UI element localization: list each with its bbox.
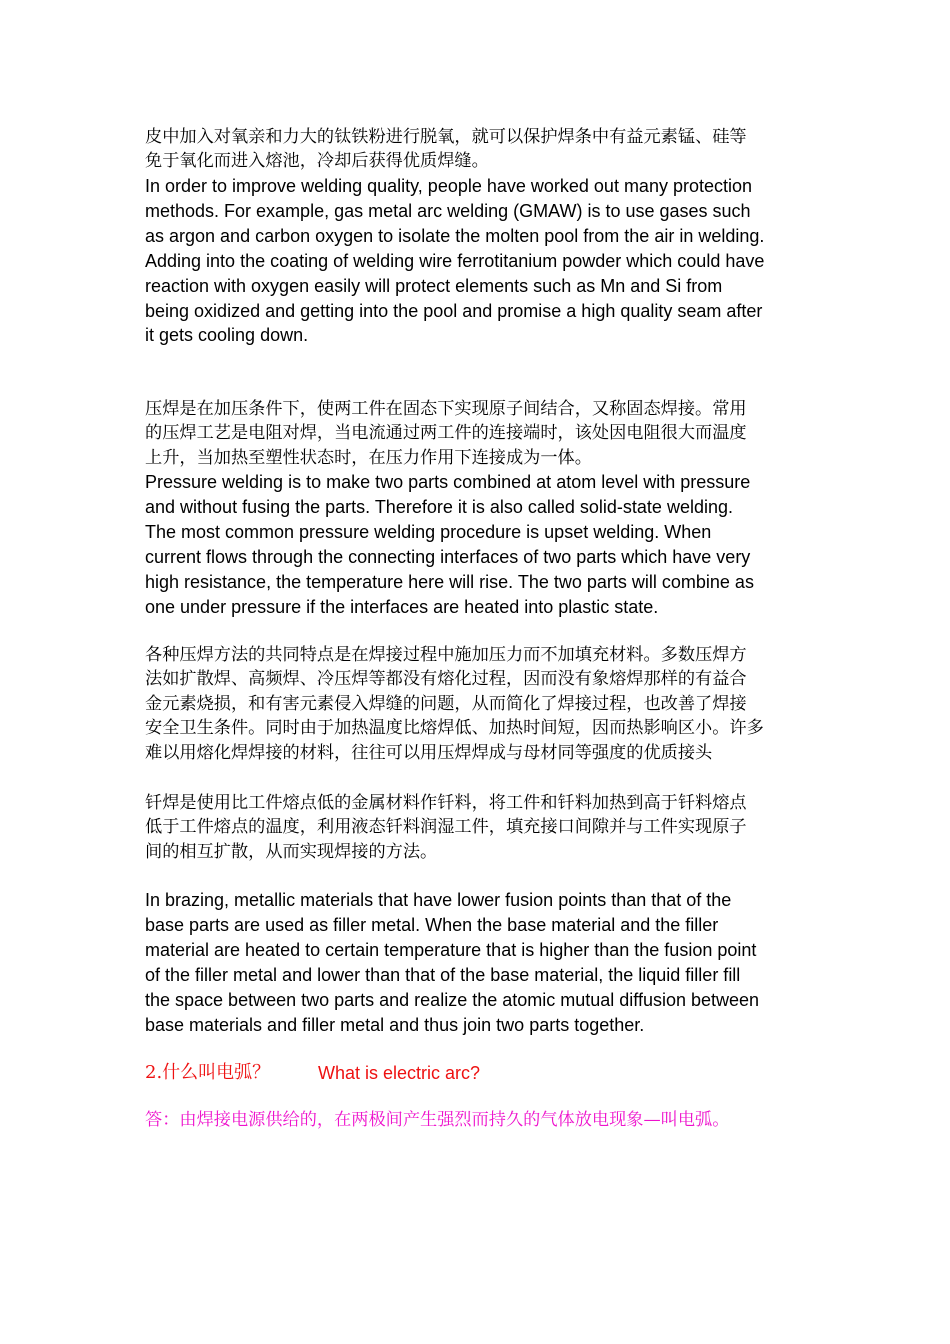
text-line: 金元素烧损，和有害元素侵入焊缝的问题，从而简化了焊接过程，也改善了焊接 bbox=[145, 693, 747, 714]
question-cn: 2.什么叫电弧？ bbox=[145, 1062, 271, 1083]
text-line: it gets cooling down. bbox=[145, 325, 309, 346]
text-line: one under pressure if the interfaces are heated into plastic state. bbox=[145, 596, 659, 617]
text-line: 各种压焊方法的共同特点是在焊接过程中施加压力而不加填充材料。多数压焊方 bbox=[145, 645, 747, 665]
paragraph-en-protection-methods bbox=[145, 174, 810, 348]
text-line: current flows through the connecting interfaces of two parts which have very bbox=[145, 546, 751, 567]
text-line: Pressure welding is to make two parts combined at atom level with pressure bbox=[145, 472, 751, 492]
text-line: 免于氧化而进入熔池，冷却后获得优质焊缝。 bbox=[145, 151, 489, 172]
question-en: What is electric arc? bbox=[318, 1063, 481, 1083]
text-line: being oxidized and getting into the pool and promise a high quality seam after bbox=[145, 300, 763, 321]
text-line: 的压焊工艺是电阻对焊，当电流通过两工件的连接端时，该处因电阻很大而温度 bbox=[145, 423, 747, 444]
text-line: 法如扩散焊、高频焊、冷压焊等都没有熔化过程，因而没有象熔焊那样的有益合 bbox=[145, 669, 747, 690]
paragraph-cn-pressure-features bbox=[145, 643, 810, 765]
text-line: In order to improve welding quality, people have worked out many protection bbox=[145, 176, 753, 196]
text-line: 钎焊是使用比工件熔点低的金属材料作钎料，将工件和钎料加热到高于钎料熔点 bbox=[145, 793, 747, 813]
answer-text: 答：由焊接电源供给的，在两极间产生强烈而持久的气体放电现象—叫电弧。 bbox=[145, 1110, 730, 1130]
paragraph-en-pressure-welding bbox=[145, 470, 810, 619]
text-line: the space between two parts and realize the atomic mutual diffusion between bbox=[145, 989, 760, 1010]
text-line: 压焊是在加压条件下，使两工件在固态下实现原子间结合，又称固态焊接。常用 bbox=[145, 399, 747, 419]
paragraph-en-brazing bbox=[145, 888, 810, 1037]
text-line: Adding into the coating of welding wire ferrotitanium powder which could have bbox=[145, 250, 765, 271]
text-line: of the filler metal and lower than that of the base material, the liquid filler fill bbox=[145, 964, 741, 985]
text-line: as argon and carbon oxygen to isolate the molten pool from the air in welding. bbox=[145, 225, 765, 246]
text-line: 低于工件熔点的温度，利用液态钎料润湿工件，填充接口间隙并与工件实现原子 bbox=[145, 817, 747, 838]
paragraph-cn-deoxidation bbox=[145, 125, 810, 174]
text-line: methods. For example, gas metal arc welding (GMAW) is to use gases such bbox=[145, 200, 751, 221]
paragraph-cn-brazing bbox=[145, 791, 810, 864]
paragraph-cn-pressure-welding bbox=[145, 397, 810, 470]
text-line: base materials and filler metal and thus join two parts together. bbox=[145, 1014, 645, 1035]
text-line: 皮中加入对氧亲和力大的钛铁粉进行脱氧，就可以保护焊条中有益元素锰、硅等 bbox=[145, 127, 747, 147]
text-line: The most common pressure welding procedure is upset welding. When bbox=[145, 521, 712, 542]
text-line: material are heated to certain temperature that is higher than the fusion point bbox=[145, 939, 757, 960]
text-line: 安全卫生条件。同时由于加热温度比熔焊低、加热时间短，因而热影响区小。许多 bbox=[145, 718, 764, 739]
text-line: base parts are used as filler metal. When the base material and the filler bbox=[145, 914, 719, 935]
text-line: In brazing, metallic materials that have lower fusion points than that of the bbox=[145, 890, 732, 910]
text-line: 间的相互扩散，从而实现焊接的方法。 bbox=[145, 841, 438, 862]
text-line: high resistance, the temperature here will rise. The two parts will combine as bbox=[145, 571, 754, 592]
question-heading bbox=[145, 1061, 810, 1087]
text-line: 上升，当加热至塑性状态时，在压力作用下连接成为一体。 bbox=[145, 447, 592, 468]
text-line: 难以用熔化焊焊接的材料，往往可以用压焊焊成与母材同等强度的优质接头 bbox=[145, 742, 713, 763]
text-line: and without fusing the parts. Therefore it is also called solid-state welding. bbox=[145, 496, 733, 517]
text-line: reaction with oxygen easily will protect elements such as Mn and Si from bbox=[145, 275, 723, 296]
